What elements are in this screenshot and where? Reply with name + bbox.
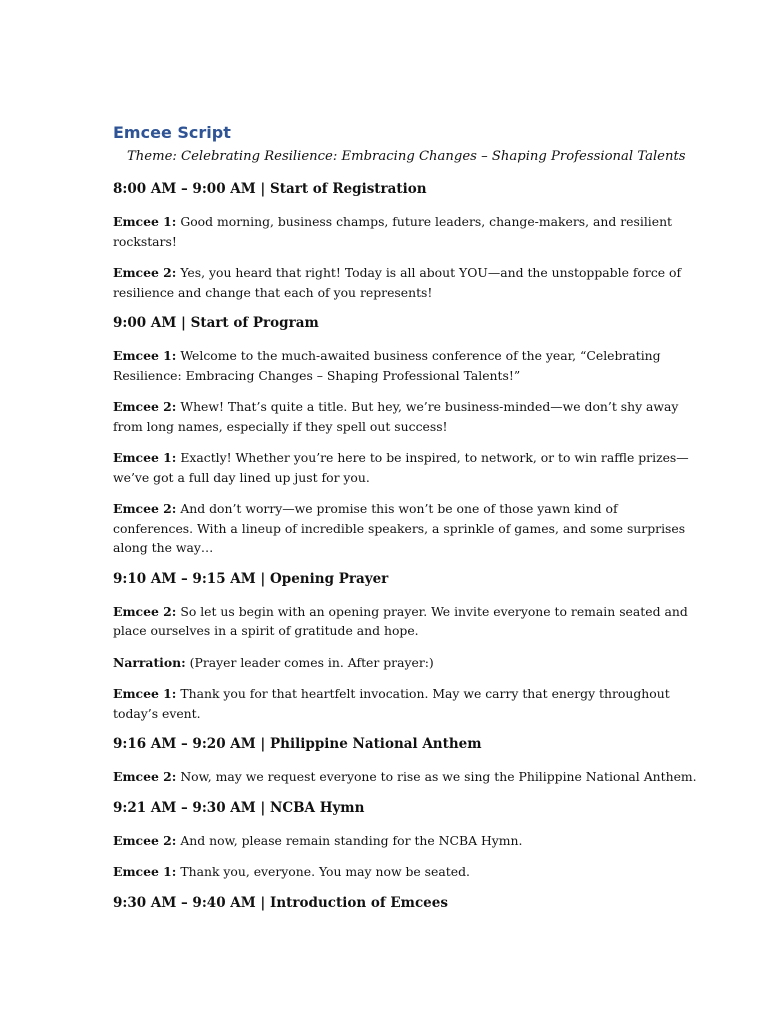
dialogue-text: (Prayer leader comes in. After prayer:) bbox=[189, 654, 434, 670]
document-theme: Theme: Celebrating Resilience: Embracing Changes – Shaping Professional Talents bbox=[127, 149, 686, 164]
dialogue-text: Welcome to the much-awaited business conference of the year, “Celebrating bbox=[180, 348, 661, 363]
section-heading: 9:21 AM – 9:30 AM | NCBA Hymn bbox=[113, 799, 365, 816]
dialogue-text: along the way… bbox=[113, 540, 214, 555]
script-line bbox=[113, 704, 673, 724]
script-line bbox=[113, 653, 673, 673]
script-paragraph bbox=[113, 684, 673, 723]
script-line bbox=[113, 499, 673, 519]
script-line bbox=[113, 538, 673, 558]
speaker-label: Emcee 1: bbox=[113, 864, 177, 879]
script-line bbox=[113, 621, 673, 641]
script-line bbox=[113, 417, 673, 437]
dialogue-text: So let us begin with an opening prayer. We invite everyone to remain seated and bbox=[180, 603, 688, 619]
script-line bbox=[113, 397, 679, 417]
dialogue-text: from long names, especially if they spell out success! bbox=[113, 418, 448, 434]
script-paragraph bbox=[113, 212, 673, 251]
script-paragraph bbox=[113, 767, 697, 787]
speaker-label: Emcee 2: bbox=[113, 501, 177, 516]
section-heading: 9:10 AM – 9:15 AM | Opening Prayer bbox=[113, 570, 389, 587]
speaker-label: Emcee 1: bbox=[113, 348, 177, 363]
script-line bbox=[113, 862, 673, 882]
script-paragraph bbox=[113, 602, 688, 641]
script-line bbox=[113, 346, 673, 366]
dialogue-text: conferences. With a lineup of incredible speakers, a sprinkle of games, and some surprises bbox=[113, 520, 686, 536]
speaker-label: Emcee 1: bbox=[113, 450, 177, 465]
section-heading: 9:30 AM – 9:40 AM | Introduction of Emcees bbox=[113, 894, 448, 911]
dialogue-text: Exactly! Whether you’re here to be inspired, to network, or to win raffle prizes— bbox=[180, 450, 689, 465]
script-line bbox=[113, 684, 673, 704]
speaker-label: Emcee 2: bbox=[113, 769, 177, 784]
section-heading: 9:16 AM – 9:20 AM | Philippine National Anthem bbox=[113, 736, 482, 752]
dialogue-text: rockstars! bbox=[113, 233, 177, 249]
script-line bbox=[113, 212, 673, 232]
speaker-label: Emcee 2: bbox=[113, 265, 177, 280]
dialogue-text: Yes, you heard that right! Today is all about YOU—and the unstoppable force of bbox=[180, 265, 682, 280]
script-line bbox=[113, 468, 673, 488]
dialogue-text: we’ve got a full day lined up just for you. bbox=[113, 469, 370, 485]
script-paragraph bbox=[113, 862, 673, 882]
script-line bbox=[113, 283, 673, 303]
dialogue-text: And don’t worry—we promise this won’t be one of those yawn kind of bbox=[180, 501, 618, 516]
speaker-label: Emcee 2: bbox=[113, 603, 177, 619]
script-paragraph bbox=[113, 499, 686, 558]
dialogue-text: Thank you, everyone. You may now be seated. bbox=[180, 864, 470, 879]
script-paragraph bbox=[113, 653, 673, 673]
script-line bbox=[113, 366, 673, 386]
dialogue-text: resilience and change that each of you represents! bbox=[113, 284, 433, 300]
document-page bbox=[113, 122, 697, 926]
document-title: Emcee Script bbox=[113, 123, 231, 142]
script-line bbox=[113, 831, 673, 851]
dialogue-text: Good morning, business champs, future leaders, change-makers, and resilient bbox=[180, 214, 673, 229]
dialogue-text: today’s event. bbox=[113, 705, 201, 721]
speaker-label: Emcee 2: bbox=[113, 832, 177, 848]
speaker-label: Emcee 1: bbox=[113, 686, 177, 701]
dialogue-text: And now, please remain standing for the NCBA Hymn. bbox=[180, 832, 523, 848]
script-line bbox=[113, 767, 697, 787]
script-paragraph bbox=[113, 831, 673, 851]
script-line bbox=[113, 448, 689, 468]
script-line bbox=[113, 232, 673, 252]
speaker-label: Emcee 2: bbox=[113, 399, 177, 414]
script-line bbox=[113, 519, 686, 539]
script-line bbox=[113, 263, 682, 283]
script-paragraph bbox=[113, 346, 673, 385]
script-sections bbox=[113, 180, 697, 912]
dialogue-text: Whew! That’s quite a title. But hey, we’re business-minded—we don’t shy away bbox=[180, 399, 679, 414]
dialogue-text: place ourselves in a spirit of gratitude and hope. bbox=[113, 623, 419, 638]
script-paragraph bbox=[113, 448, 689, 487]
script-paragraph bbox=[113, 397, 679, 436]
speaker-label: Narration: bbox=[113, 654, 186, 670]
dialogue-text: Now, may we request everyone to rise as we sing the Philippine National Anthem. bbox=[180, 769, 697, 784]
dialogue-text: Resilience: Embracing Changes – Shaping Professional Talents!” bbox=[113, 367, 521, 383]
section-heading: 8:00 AM – 9:00 AM | Start of Registration bbox=[113, 181, 427, 197]
script-paragraph bbox=[113, 263, 682, 302]
speaker-label: Emcee 1: bbox=[113, 214, 177, 229]
dialogue-text: Thank you for that heartfelt invocation. May we carry that energy throughout bbox=[180, 686, 670, 701]
script-line bbox=[113, 602, 688, 622]
section-heading: 9:00 AM | Start of Program bbox=[113, 315, 319, 331]
